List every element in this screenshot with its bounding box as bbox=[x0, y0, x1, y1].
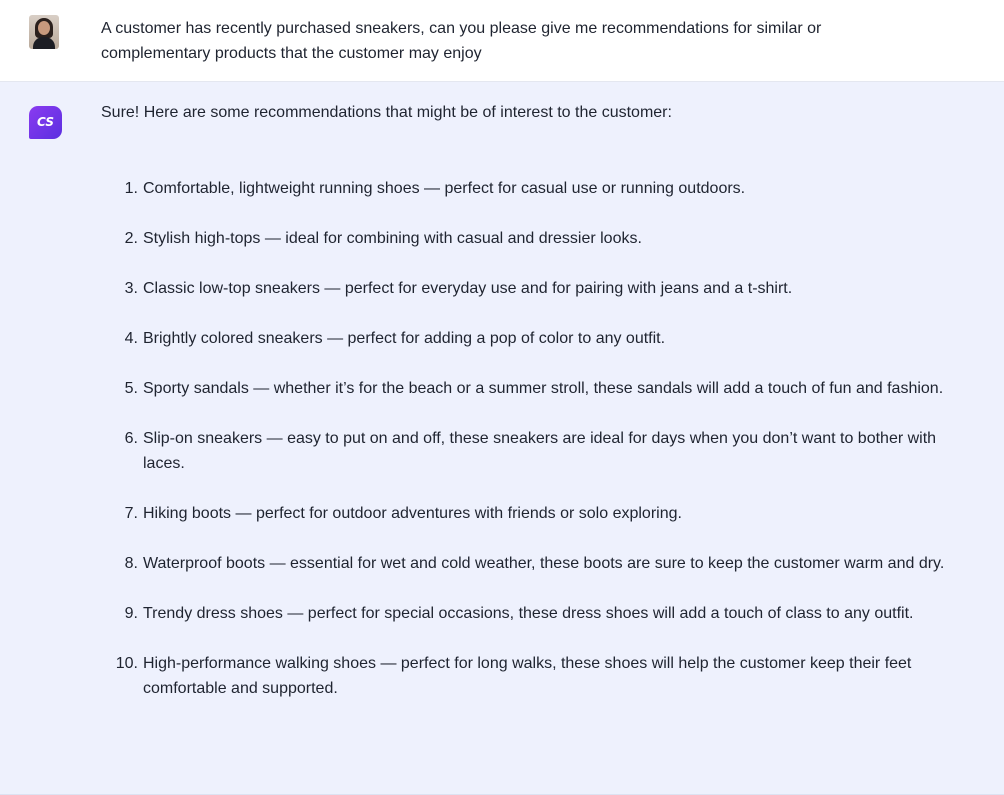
assistant-message bbox=[0, 82, 1004, 795]
list-item-number: 2. bbox=[124, 230, 138, 247]
list-item-text: Comfortable, lightweight running shoes — perfect for casual use or running outdoors. bbox=[143, 180, 746, 197]
list-item-text: Waterproof boots — essential for wet and cold weather, these boots are sure to keep the customer warm and dry. bbox=[143, 555, 945, 572]
list-item-text: Hiking boots — perfect for outdoor adventures with friends or solo exploring. bbox=[143, 505, 682, 522]
list-item-number: 7. bbox=[124, 505, 138, 522]
list-item-text: High-performance walking shoes — perfect for long walks, these shoes will help the customer keep their feet comfortable and supported. bbox=[143, 655, 912, 697]
list-item bbox=[101, 651, 951, 701]
list-item-number: 9. bbox=[124, 605, 138, 622]
list-item-number: 4. bbox=[124, 330, 138, 347]
list-item bbox=[101, 601, 951, 626]
list-item-text: Classic low-top sneakers — perfect for everyday use and for pairing with jeans and a t-shirt. bbox=[143, 280, 793, 297]
list-item-number: 5. bbox=[124, 380, 138, 397]
list-item-number: 6. bbox=[124, 430, 138, 447]
user-avatar bbox=[29, 15, 59, 49]
recommendation-list bbox=[101, 176, 951, 726]
list-item bbox=[101, 176, 951, 201]
list-item bbox=[101, 276, 951, 301]
list-item-number: 1. bbox=[124, 180, 138, 197]
list-item bbox=[101, 551, 951, 576]
list-item-number: 3. bbox=[124, 280, 138, 297]
list-item bbox=[101, 426, 951, 476]
user-message bbox=[0, 0, 1004, 82]
list-item bbox=[101, 376, 951, 401]
list-item bbox=[101, 501, 951, 526]
list-item-text: Trendy dress shoes — perfect for special occasions, these dress shoes will add a touch of class to any outfit. bbox=[143, 605, 914, 622]
list-item-text: Brightly colored sneakers — perfect for adding a pop of color to any outfit. bbox=[143, 330, 666, 347]
list-item-number: 10. bbox=[115, 655, 138, 672]
assistant-intro-text: Sure! Here are some recommendations that might be of interest to the customer: bbox=[101, 104, 672, 121]
list-item bbox=[101, 326, 951, 351]
list-item-text: Slip-on sneakers — easy to put on and off, these sneakers are ideal for days when you don’t want to bother with laces. bbox=[143, 430, 937, 472]
assistant-avatar-logo: CS bbox=[29, 106, 62, 139]
list-item-text: Sporty sandals — whether it’s for the beach or a summer stroll, these sandals will add a touch of fun and fashion. bbox=[143, 380, 944, 397]
user-message-text: A customer has recently purchased sneakers, can you please give me recommendations for similar or complementary products that the customer may enjoy bbox=[101, 20, 822, 62]
list-item-text: Stylish high-tops — ideal for combining with casual and dressier looks. bbox=[143, 230, 642, 247]
list-item-number: 8. bbox=[124, 555, 138, 572]
list-item bbox=[101, 226, 951, 251]
